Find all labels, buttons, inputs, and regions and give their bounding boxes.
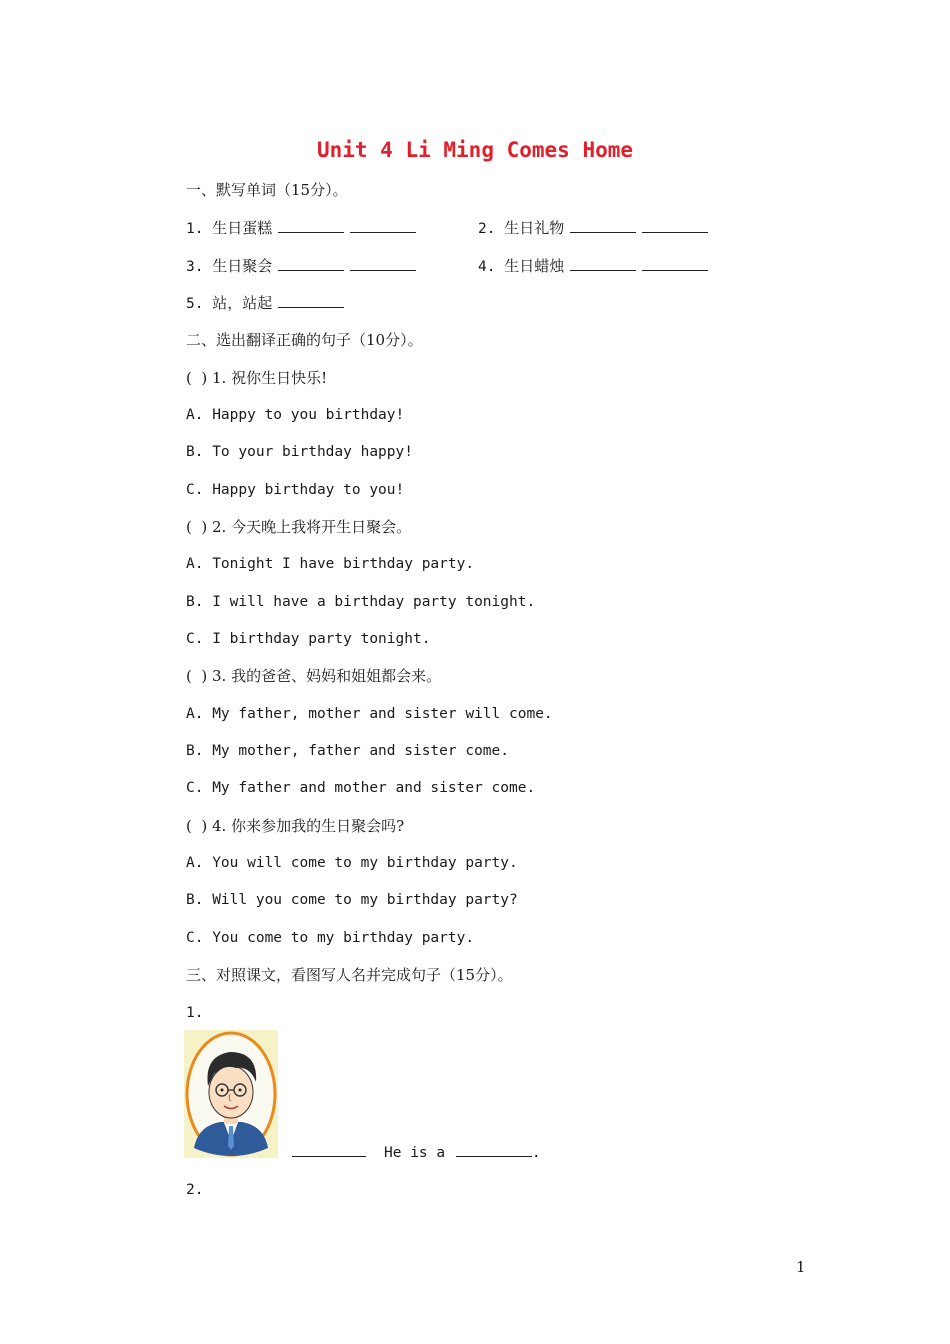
item-number: 2. [186,1182,204,1198]
option: B. I will have a birthday party tonight. [186,594,536,610]
teacher-portrait [184,1030,278,1158]
question-prompt: ( ) 3. 我的爸爸、妈妈和姐姐都会来。 [186,667,442,685]
blank[interactable] [570,256,636,271]
blank[interactable] [278,218,344,233]
option: C. My father and mother and sister come. [186,780,536,796]
option: C. Happy birthday to you! [186,482,405,498]
question-prompt: ( ) 2. 今天晚上我将开生日聚会。 [186,518,412,536]
section3-heading: 三、对照课文，看图写人名并完成句子（15分）。 [186,966,513,984]
question-prompt: ( ) 4. 你来参加我的生日聚会吗? [186,817,405,835]
vocab-item-5: 5. 站，站起 [186,293,344,314]
vocab-item-4: 4. 生日蜡烛 [478,256,708,277]
option: B. Will you come to my birthday party? [186,892,518,908]
blank[interactable] [350,218,416,233]
page-number: 1 [796,1258,806,1276]
vocab-item-2: 2. 生日礼物 [478,218,708,239]
option: B. To your birthday happy! [186,444,413,460]
blank[interactable] [456,1142,532,1157]
option: B. My mother, father and sister come. [186,743,510,759]
blank[interactable] [278,256,344,271]
option: A. You will come to my birthday party. [186,855,518,871]
option: C. I birthday party tonight. [186,631,431,647]
option: A. Happy to you birthday! [186,407,405,423]
sentence-1: He is a . [384,1142,541,1161]
blank[interactable] [278,293,344,308]
name-blank[interactable] [292,1142,366,1161]
blank[interactable] [570,218,636,233]
section1-heading: 一、默写单词（15分）。 [186,181,348,199]
blank[interactable] [350,256,416,271]
vocab-item-1: 1. 生日蛋糕 [186,218,416,239]
option: A. My father, mother and sister will come. [186,706,553,722]
vocab-item-3: 3. 生日聚会 [186,256,416,277]
item-number: 1. [186,1005,204,1021]
blank[interactable] [642,218,708,233]
blank[interactable] [642,256,708,271]
option: C. You come to my birthday party. [186,930,475,946]
option: A. Tonight I have birthday party. [186,556,475,572]
question-prompt: ( ) 1. 祝你生日快乐! [186,369,328,387]
page-title: Unit 4 Li Ming Comes Home [316,138,634,162]
section2-heading: 二、选出翻译正确的句子（10分）。 [186,331,423,349]
